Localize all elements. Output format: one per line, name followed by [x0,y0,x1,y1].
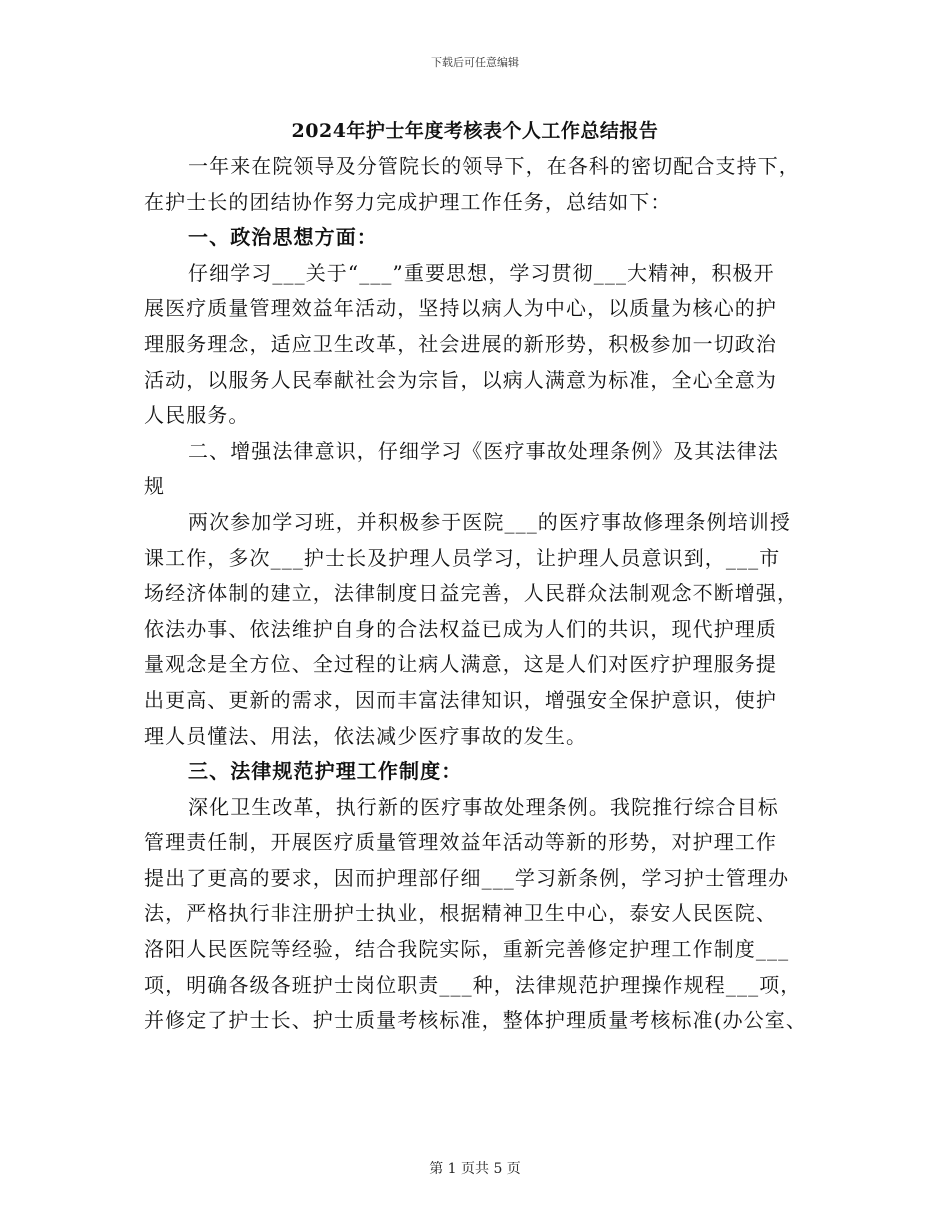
paragraph-line: 出更高、更新的需求，因而丰富法律知识，增强安全保护意识，使护 [144,687,777,712]
paragraph-line: 在护士长的团结协作努力完成护理工作任务，总结如下： [144,189,672,214]
paragraph-line: 依法办事、依法维护自身的合法权益已成为人们的共识，现代护理质 [144,616,777,641]
paragraph-line: 一年来在院领导及分管院长的领导下，在各科的密切配合支持下， [188,154,800,178]
paragraph-line: 场经济体制的建立，法律制度日益完善，人民群众法制观念不断增强， [144,581,799,606]
paragraph-line: 量观念是全方位、全过程的让病人满意，这是人们对医疗护理服务提 [144,652,777,677]
paragraph-line: 管理责任制，开展医疗质量管理效益年活动等新的形势，对护理工作 [144,830,777,855]
section-heading: 一、政治思想方面： [188,225,378,250]
paragraph-line: 理人员懂法、用法，依法减少医疗事故的发生。 [144,723,588,748]
paragraph-line: 规 [144,474,166,499]
paragraph-line: 提出了更高的要求，因而护理部仔细___学习新条例，学习护士管理办 [144,865,790,890]
section-heading: 三、法律规范护理工作制度： [188,759,463,784]
paragraph-line: 并修定了护士长、护士质量考核标准，整体护理质量考核标准(办公室、 [144,1008,808,1033]
paragraph-line: 课工作，多次___护士长及护理人员学习，让护理人员意识到，___市 [144,545,781,570]
paragraph-line: 理服务理念，适应卫生改革，社会进展的新形势，积极参加一切政治 [144,331,777,356]
paragraph-line: 人民服务。 [144,403,250,428]
paragraph-line: 深化卫生改革，执行新的医疗事故处理条例。我院推行综合目标 [188,794,779,819]
paragraph-line: 法，严格执行非注册护士执业，根据精神卫生中心，泰安人民医院、 [144,901,777,926]
paragraph-line: 洛阳人民医院等经验，结合我院实际，重新完善修定护理工作制度___ [144,937,790,962]
page-number-footer: 第 1 页共 5 页 [429,1161,521,1177]
paragraph-line: 项，明确各级各班护士岗位职责___种，法律规范护理操作规程___项， [144,972,802,997]
section-heading: 二、增强法律意识，仔细学习《医疗事故处理条例》及其法律法 [188,438,779,463]
paragraph-line: 两次参加学习班，并积极参于医院___的医疗事故修理条例培训授 [188,509,791,534]
document-body [144,149,824,1039]
paragraph-line: 活动，以服务人民奉献社会为宗旨，以病人满意为标准，全心全意为 [144,367,777,392]
document-title: 2024年护士年度考核表个人工作总结报告 [291,120,659,142]
paragraph-line: 展医疗质量管理效益年活动，坚持以病人为中心，以质量为核心的护 [144,296,777,321]
paragraph-line: 仔细学习___关于“___”重要思想，学习贯彻___大精神，积极开 [188,260,775,285]
header-note: 下载后可任意编辑 [431,56,519,69]
